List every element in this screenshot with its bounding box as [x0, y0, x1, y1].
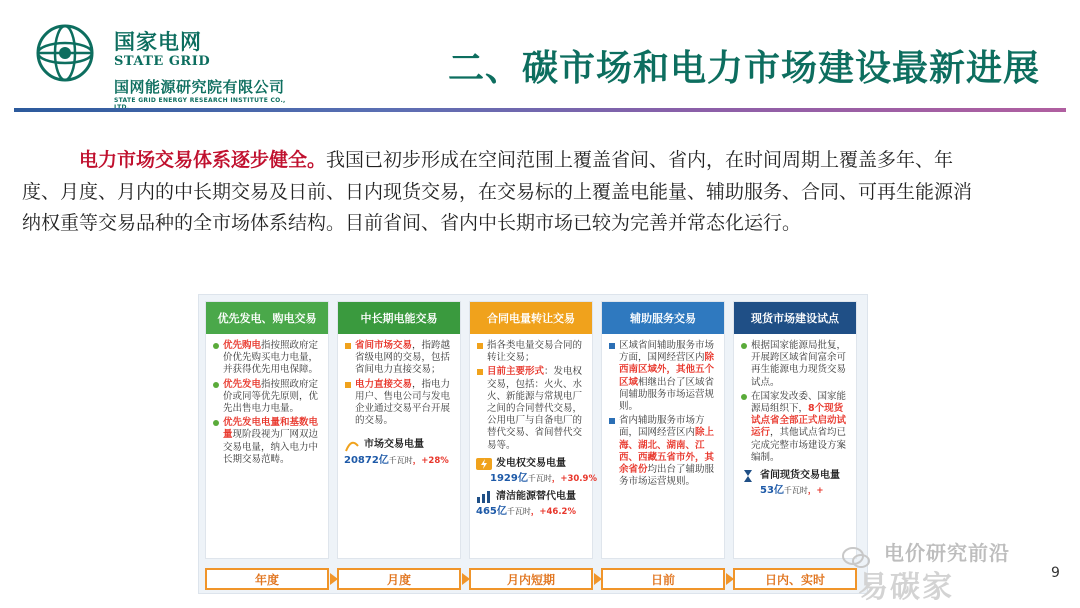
watermark-brand: 易碳家 [858, 570, 954, 605]
body-paragraph [22, 145, 982, 240]
timeline-day-ahead: 日前 [601, 568, 725, 590]
metric-label: 省间现货交易电量 [740, 470, 850, 482]
list-item: 电力直接交易，指电力用户、售电公司与发电企业通过交易平台开展的交易。 [344, 379, 454, 428]
org-name-cn: 国家电网 [114, 30, 202, 54]
list-item: 优先发电指按照政府定价或同等优先原则，优先出售电力电量。 [212, 379, 322, 416]
metric-label: 市场交易电量 [344, 439, 454, 451]
column-title: 现货市场建设试点 [734, 302, 856, 334]
header-divider [14, 108, 1066, 112]
market-structure-figure [198, 294, 868, 594]
column-title: 中长期电能交易 [338, 302, 460, 334]
page-number: 9 [1051, 565, 1060, 581]
curve-icon [344, 440, 360, 452]
list-item: 在国家发改委、国家能源局组织下，8个现货试点省全部正式启动试运行，其他试点省均已完成完整市场建设方案编制。 [740, 391, 850, 464]
hourglass-icon [740, 470, 756, 482]
page-title: 二、碳市场和电力市场建设最新进展 [447, 48, 1040, 89]
metric-value: 1929亿千瓦时，+30.9% [490, 473, 597, 485]
institute-name-cn: 国网能源研究院有限公司 [114, 78, 285, 96]
metric-value: 53亿千瓦时，+ [760, 485, 824, 497]
list-item: 根据国家能源局批复，开展跨区域省间富余可再生能源电力现货交易试点。 [740, 340, 850, 389]
column-spot-market [733, 301, 857, 559]
list-item: 省间市场交易，指跨越省级电网的交易，包括省间电力直接交易； [344, 340, 454, 377]
timeline-annual: 年度 [205, 568, 329, 590]
column-ancillary-services [601, 301, 725, 559]
metric-label: 清洁能源替代电量 [476, 491, 586, 503]
column-contract-transfer [469, 301, 597, 559]
timeline-intraday-realtime: 日内、实时 [733, 568, 857, 590]
power-icon [476, 458, 492, 470]
column-mid-long-term [337, 301, 461, 559]
paragraph-text: 我国已初步形成在空间范围上覆盖省间、省内，在时间周期上覆盖多年、年度、月度、月内的中长期交易及日前、日内现货交易，在交易标的上覆盖电能量、辅助服务、合同、可再生能源消纳权重等交易品种的全市场体系结构。目前省间、省内中长期市场已较为完善并常态化运行。 [22, 149, 973, 234]
list-item: 优先购电指按照政府定价优先购买电力电量，并获得优先用电保障。 [212, 340, 322, 377]
bar-chart-icon [476, 491, 492, 503]
list-item: 省内辅助服务市场方面，国网经营区内除上海、湖北、湖南、江西、西藏五省市外，其余省份均出台了辅助服务市场运营规则。 [608, 415, 718, 488]
timeline-monthly: 月度 [337, 568, 461, 590]
paragraph-lead: 电力市场交易体系逐步健全。 [79, 149, 327, 171]
metric-label: 发电权交易电量 [476, 458, 586, 470]
column-title: 优先发电、购电交易 [206, 302, 328, 334]
org-name-en: STATE GRID [114, 54, 211, 69]
column-title: 合同电量转让交易 [470, 302, 592, 334]
list-item: 目前主要形式：发电权交易，包括：火火、水火、新能源与常规电厂之间的合同替代交易，公用电厂与自备电厂的替代交易、省间替代交易等。 [476, 366, 586, 451]
column-priority-trading [205, 301, 329, 559]
list-item: 指各类电量交易合同的转让交易； [476, 340, 586, 364]
timeline-intra-month: 月内短期 [469, 568, 593, 590]
state-grid-logo-icon [36, 24, 94, 82]
column-title: 辅助服务交易 [602, 302, 724, 334]
list-item: 区域省间辅助服务市场方面，国网经营区内除西南区域外，其他五个区域相继出台了区域省间辅助服务市场运营规则。 [608, 340, 718, 413]
watermark-text: 电价研究前沿 [884, 541, 1010, 565]
metric-value: 20872亿千瓦时，+28% [344, 454, 449, 466]
institute-name-en: STATE GRID ENERGY RESEARCH INSTITUTE CO., [114, 97, 286, 104]
logo-area [20, 14, 300, 110]
metric-value: 465亿千瓦时，+46.2% [476, 506, 576, 518]
list-item: 优先发电电量和基数电量现阶段视为厂网双边交易电量，纳入电力中长期交易范畴。 [212, 417, 322, 466]
